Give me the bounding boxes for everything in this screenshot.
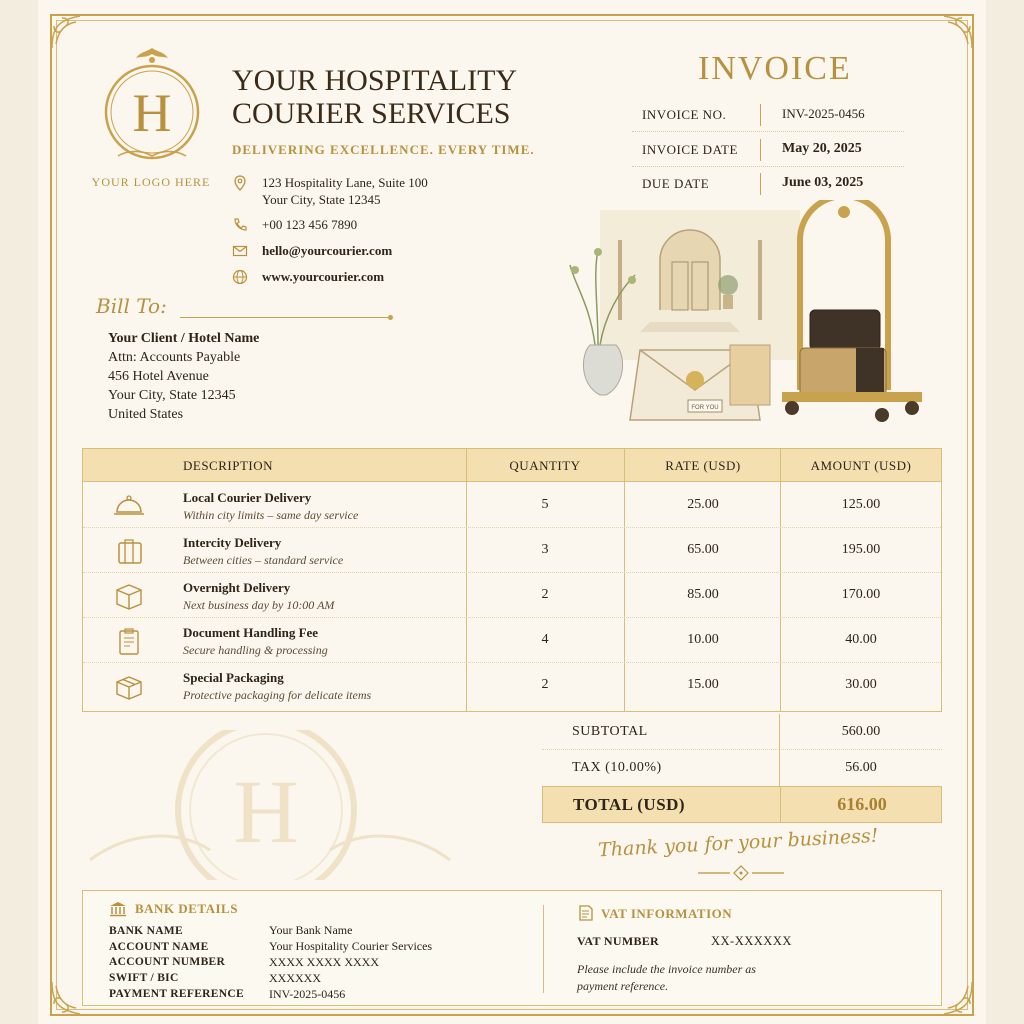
vat-number-label: VAT NUMBER bbox=[577, 934, 660, 948]
client-city: Your City, State 12345 bbox=[108, 388, 236, 403]
corner-ornament-icon bbox=[50, 14, 86, 50]
row-subtitle: Secure handling & processing bbox=[183, 643, 328, 657]
total-label: TOTAL (USD) bbox=[573, 795, 686, 814]
row-amount: 125.00 bbox=[841, 497, 881, 512]
thank-you-note: Thank you for your business! bbox=[597, 824, 879, 862]
client-attn: Attn: Accounts Payable bbox=[108, 350, 241, 365]
row-quantity: 5 bbox=[541, 497, 549, 512]
account-name-value: Your Hospitality Courier Services bbox=[269, 939, 433, 953]
swift-value: XXXXXX bbox=[269, 971, 321, 985]
bank-name-value: Your Bank Name bbox=[269, 923, 353, 937]
account-name-label: ACCOUNT NAME bbox=[109, 941, 209, 953]
bank-name-label: BANK NAME bbox=[109, 925, 183, 937]
row-title: Overnight Delivery bbox=[183, 580, 291, 595]
subtotal-label: SUBTOTAL bbox=[572, 724, 648, 739]
flourish-icon bbox=[696, 864, 786, 882]
logo-watermark bbox=[80, 730, 460, 880]
row-subtitle: Protective packaging for delicate items bbox=[183, 688, 372, 702]
subtotal-value: 560.00 bbox=[841, 724, 881, 739]
row-quantity: 2 bbox=[541, 587, 549, 602]
corner-ornament-icon bbox=[50, 980, 86, 1016]
globe-icon bbox=[232, 269, 248, 285]
due-date-label: DUE DATE bbox=[642, 176, 710, 191]
header-description: DESCRIPTION bbox=[183, 458, 274, 473]
account-number-value: XXXX XXXX XXXX bbox=[269, 955, 379, 969]
invoice-number-label: INVOICE NO. bbox=[642, 107, 727, 122]
clipboard-icon bbox=[111, 627, 147, 655]
header-rate: RATE (USD) bbox=[665, 458, 741, 473]
row-amount: 195.00 bbox=[841, 542, 881, 557]
header-amount: AMOUNT (USD) bbox=[810, 458, 912, 473]
row-rate: 15.00 bbox=[687, 677, 719, 692]
row-quantity: 3 bbox=[541, 542, 549, 557]
row-title: Special Packaging bbox=[183, 670, 284, 685]
total-value: 616.00 bbox=[837, 794, 887, 814]
company-name-line1: YOUR HOSPITALITY bbox=[232, 64, 518, 97]
row-title: Document Handling Fee bbox=[183, 625, 319, 640]
box-icon bbox=[111, 582, 147, 610]
row-title: Intercity Delivery bbox=[183, 535, 282, 550]
row-rate: 25.00 bbox=[687, 497, 719, 512]
bank-icon bbox=[109, 901, 127, 917]
document-icon bbox=[577, 905, 595, 921]
address-line1: 123 Hospitality Lane, Suite 100 bbox=[262, 175, 428, 190]
company-name bbox=[232, 64, 542, 130]
corner-ornament-icon bbox=[938, 14, 974, 50]
row-title: Local Courier Delivery bbox=[183, 490, 312, 505]
row-amount: 40.00 bbox=[845, 632, 877, 647]
row-amount: 30.00 bbox=[845, 677, 877, 692]
cloche-icon bbox=[111, 492, 147, 520]
vat-number-value: XX-XXXXXX bbox=[711, 934, 792, 948]
logo-caption: YOUR LOGO HERE bbox=[91, 175, 211, 189]
corner-ornament-icon bbox=[938, 980, 974, 1016]
payment-reference-value: INV-2025-0456 bbox=[269, 987, 346, 1001]
address-line2: Your City, State 12345 bbox=[262, 192, 381, 207]
header-quantity: QUANTITY bbox=[509, 458, 581, 473]
tax-row bbox=[542, 750, 942, 786]
row-quantity: 4 bbox=[541, 632, 549, 647]
client-name: Your Client / Hotel Name bbox=[108, 331, 260, 346]
table-row bbox=[83, 528, 941, 573]
company-name-line2: COURIER SERVICES bbox=[232, 97, 511, 130]
envelope-icon bbox=[232, 243, 248, 259]
website-text[interactable]: www.yourcourier.com bbox=[262, 269, 385, 284]
logo-letter: H bbox=[132, 83, 172, 143]
luggage-icon bbox=[111, 537, 147, 565]
client-country: United States bbox=[108, 407, 184, 422]
email-text[interactable]: hello@yourcourier.com bbox=[262, 243, 393, 258]
table-header bbox=[83, 449, 941, 482]
company-logo bbox=[98, 44, 206, 164]
bill-to-divider bbox=[180, 317, 390, 318]
subtotal-row bbox=[542, 714, 942, 750]
watermark-letter: H bbox=[233, 763, 299, 862]
invoice-date-label: INVOICE DATE bbox=[642, 142, 738, 157]
company-tagline: DELIVERING EXCELLENCE. EVERY TIME. bbox=[232, 142, 535, 157]
table-row bbox=[83, 483, 941, 528]
invoice-number-value: INV-2025-0456 bbox=[782, 106, 865, 121]
account-number-label: ACCOUNT NUMBER bbox=[109, 956, 226, 968]
envelope-tag: FOR YOU bbox=[691, 405, 719, 411]
bank-details-title: BANK DETAILS bbox=[135, 901, 238, 916]
swift-label: SWIFT / BIC bbox=[109, 972, 179, 984]
due-date-value: June 03, 2025 bbox=[782, 175, 864, 190]
invoice-date-row bbox=[632, 133, 904, 167]
phone-text: +00 123 456 7890 bbox=[262, 217, 358, 232]
total-row bbox=[542, 786, 942, 823]
row-subtitle: Next business day by 10:00 AM bbox=[183, 598, 335, 612]
table-row bbox=[83, 618, 941, 663]
table-row bbox=[83, 573, 941, 618]
hotel-luggage-illustration bbox=[560, 200, 932, 440]
vat-info-title: VAT INFORMATION bbox=[601, 906, 733, 921]
bill-to-heading: Bill To: bbox=[96, 294, 167, 318]
row-subtitle: Between cities – standard service bbox=[183, 553, 344, 567]
phone-icon bbox=[232, 217, 248, 233]
due-date-row bbox=[632, 167, 904, 201]
row-subtitle: Within city limits – same day service bbox=[183, 508, 359, 522]
tax-label: TAX (10.00%) bbox=[572, 760, 662, 775]
row-rate: 10.00 bbox=[687, 632, 719, 647]
payment-details-box bbox=[82, 890, 942, 1006]
invoice-date-value: May 20, 2025 bbox=[782, 141, 862, 156]
location-pin-icon bbox=[232, 175, 248, 191]
row-quantity: 2 bbox=[541, 677, 549, 692]
row-amount: 170.00 bbox=[841, 587, 881, 602]
table-row bbox=[83, 663, 941, 708]
package-icon bbox=[111, 672, 147, 700]
line-items-table bbox=[82, 448, 942, 712]
tax-value: 56.00 bbox=[845, 760, 877, 775]
row-rate: 85.00 bbox=[687, 587, 719, 602]
vat-note: Please include the invoice number as payment reference. bbox=[577, 962, 756, 993]
payment-reference-label: PAYMENT REFERENCE bbox=[109, 988, 244, 1000]
client-street: 456 Hotel Avenue bbox=[108, 369, 209, 384]
invoice-title: INVOICE bbox=[698, 50, 852, 87]
row-rate: 65.00 bbox=[687, 542, 719, 557]
invoice-number-row bbox=[632, 98, 904, 132]
